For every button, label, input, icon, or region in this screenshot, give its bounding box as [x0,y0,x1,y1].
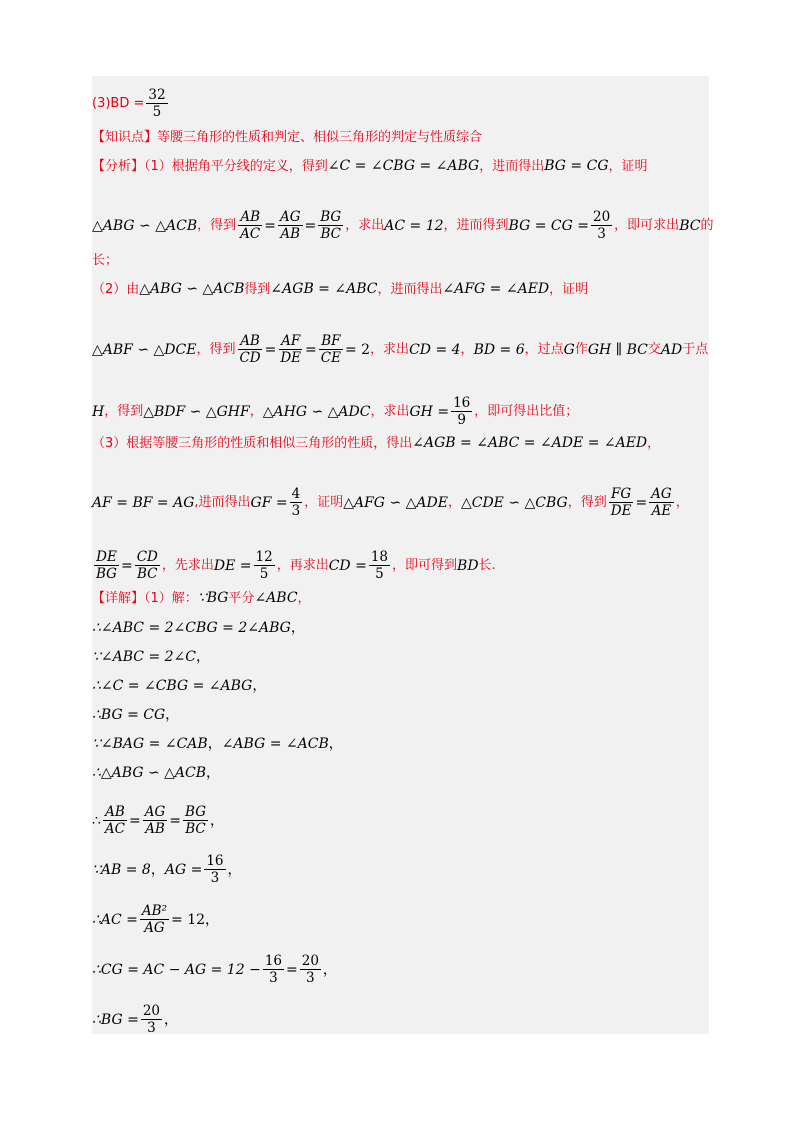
text-segment: ，即可得出比值； [474,404,579,420]
math-expression: = [264,341,277,358]
math-expression: DE = [213,557,252,574]
text-line [92,904,219,935]
fraction-denominator: 5 [152,104,162,121]
math-expression: = [169,812,182,829]
math-expression: ∠ABG = ∠ACB [221,736,329,752]
text-segment: ， [206,765,221,781]
text-segment: ， [210,812,224,829]
text-segment: 得到 [244,281,271,297]
math-expression: = [129,812,141,829]
text-line [92,591,311,605]
math-expression: GF = [250,494,288,511]
fraction-numerator: 20 [142,1003,161,1019]
text-line [92,88,170,119]
text-line [92,854,242,885]
text-line [92,254,118,267]
fraction-numerator: AG [144,804,166,820]
math-expression: △BDF ∽ △GHF [143,403,250,420]
fraction-denominator: 3 [291,503,301,520]
fraction [278,334,303,365]
math-expression: ∠C = ∠CBG = ∠ABG [327,158,480,174]
math-expression: ∵∠BAG = ∠CAB [92,736,208,752]
text-segment: ，进而得出 [479,158,545,174]
fraction-numerator: BF [321,333,341,349]
fraction-denominator: AC [104,821,126,838]
fraction-numerator: BG [320,209,342,225]
text-segment: 平分 [228,590,255,606]
fraction-numerator: 32 [148,87,166,103]
fraction-numerator: AB [240,209,261,225]
fraction-denominator: DE [280,350,302,367]
fraction-denominator: AB [145,821,165,838]
text-segment: ，得到 [196,342,236,358]
text-segment: ， [150,861,165,878]
text-segment: ， [328,736,343,752]
fraction [451,396,472,427]
text-segment: ，证明 [304,495,344,511]
text-segment: ， [297,590,311,606]
text-segment: 【分析】（1）根据角平分线的定义，得到 [92,158,328,174]
fraction [263,954,284,985]
fraction-numerator: AG [279,209,301,225]
fraction-denominator: 3 [147,1020,156,1037]
text-segment: 交 [647,342,661,358]
fraction-numerator: 4 [291,486,301,502]
text-segment: ， [252,678,267,694]
fraction-numerator: 16 [206,853,224,869]
math-expression: = 2 [344,341,371,358]
fraction [300,954,321,985]
math-expression: ∵∠ABC = 2∠C [92,649,196,665]
fraction-denominator: AB [280,226,301,243]
fraction-denominator: DE [610,503,632,520]
text-segment: ， [290,620,305,636]
math-expression: CD = 4 [409,341,461,358]
text-segment: ， [227,861,242,878]
text-segment: ，证明 [608,158,648,174]
text-segment: ，求出 [345,218,385,234]
text-segment: ， [205,911,220,928]
math-expression: AD [660,341,683,358]
text-segment: ， [675,495,689,511]
text-segment: ， [196,649,210,665]
math-expression: AG = [164,861,203,878]
fraction [103,805,127,836]
math-expression: ∴BG = CG [92,707,166,723]
fraction-numerator: 12 [255,549,273,565]
text-line [92,650,210,664]
math-expression: △CDE ∽ △CBG [460,494,568,511]
math-expression: ∴∠ABC = 2∠CBG = 2∠ABG [92,620,291,636]
fraction [204,854,225,885]
fraction [183,805,208,836]
text-segment: ，得到 [197,218,237,234]
text-segment: 作 [574,342,588,358]
text-segment: ， [207,736,222,752]
fraction-numerator: 18 [370,549,389,565]
fraction-denominator: 3 [306,970,315,987]
math-expression: = 12 [171,911,206,928]
text-segment: ，得到 [104,404,144,420]
text-segment: ，先求出 [161,558,214,574]
fraction-numerator: AF [281,333,301,349]
fraction-denominator: AE [651,503,672,520]
fraction-numerator: 20 [592,209,611,225]
fraction-numerator: AB² [141,903,168,919]
math-expression: ∴AC = [92,911,138,928]
math-expression: H [92,403,105,420]
text-segment: ，即可求出 [614,218,680,234]
math-expression: AC = 12 [384,217,444,234]
fraction-numerator: CD [136,549,158,565]
fraction-numerator: DE [96,549,117,565]
fraction-denominator: CD [239,350,261,367]
text-segment: （2）由 [92,281,140,297]
text-line [92,487,689,518]
text-segment: 【详解】（1）解： [92,590,198,606]
text-segment: ，即可得到 [392,558,458,574]
math-expression: ∴∠C = ∠CBG = ∠ABG [92,678,253,694]
fraction [369,550,390,581]
text-segment: ，求出 [370,342,410,358]
fraction-denominator: BG [96,566,117,583]
text-line [92,131,482,144]
fraction-numerator: 16 [264,953,282,969]
math-expression: = [305,341,317,358]
math-expression: ∴BG = [92,1011,139,1028]
fraction-numerator: AB [105,804,125,820]
fraction [140,904,169,935]
fraction [141,1004,162,1035]
fraction-numerator: AG [651,486,672,502]
math-expression: △ABG ∽ △ACB [92,217,198,234]
fraction [290,487,303,518]
math-expression: ∠AFG = ∠AED [442,281,550,297]
fraction-denominator: AG [144,920,165,937]
text-line [92,708,179,722]
math-expression: GH ∥ BC [587,341,648,358]
math-expression: = [120,557,133,574]
fraction-denominator: AC [240,226,261,243]
math-expression: ∠AGB = ∠ABC [270,281,378,297]
fraction [237,334,262,365]
math-expression: CD = [328,557,367,574]
math-expression: BD = 6 [473,341,525,358]
math-expression: ∴△ABG ∽ △ACB [92,765,207,781]
math-expression: GH = [409,403,450,420]
fraction [609,487,634,518]
math-expression: BC [679,217,701,234]
text-segment: ， [647,435,661,451]
text-segment: 的 [700,218,714,234]
math-expression: ∠ABC [254,590,298,606]
math-expression: △AFG ∽ △ADE [343,494,448,511]
text-line [92,550,496,581]
fraction-numerator: FG [611,486,632,502]
math-expression: ∵AB = 8 [92,861,151,878]
math-expression: ∵BG [197,590,229,606]
fraction-denominator: BC [137,566,158,583]
text-segment: ，证明 [549,281,589,297]
text-segment: （3）根据等腰三角形的性质和相似三角形的性质，得出 [92,435,413,451]
text-segment: ， [165,707,180,723]
text-segment: ， [460,342,474,358]
math-expression: BG = CG [544,158,609,174]
text-line [92,436,660,450]
text-line [92,621,305,635]
fraction-denominator: CE [320,350,341,367]
text-line [92,334,708,365]
text-segment: ，得到 [567,495,607,511]
text-segment: ， [249,404,263,420]
math-expression: BD [457,557,479,574]
fraction [94,550,119,581]
fraction-numerator: AB [240,333,260,349]
fraction-denominator: 3 [210,870,220,887]
text-segment: 长； [92,253,119,268]
math-expression: G [563,341,575,358]
fraction-denominator: 5 [259,566,269,583]
text-line [92,1004,178,1035]
fraction [318,210,343,241]
text-segment: ， [164,1011,179,1028]
math-expression: ∠AGB = ∠ABC = ∠ADE = ∠AED [412,435,648,451]
math-expression: ∴CG = AC − AG = 12 − [92,961,261,978]
fraction [238,210,262,241]
math-expression: △ABG ∽ △ACB [139,281,245,297]
fraction-denominator: 5 [375,566,384,583]
text-line [92,159,648,173]
fraction [135,550,160,581]
fraction [278,210,303,241]
text-line [92,954,337,985]
math-expression: △ABF ∽ △DCE [92,341,197,358]
fraction [591,210,612,241]
text-segment: ，再求出 [276,558,329,574]
fraction-denominator: 3 [597,226,606,243]
fraction-denominator: 3 [269,970,278,987]
text-line [92,766,220,780]
math-expression: △AHG ∽ △ADC [262,403,371,420]
fraction [254,550,275,581]
text-segment: ，过点 [524,342,564,358]
fraction-denominator: 9 [457,412,466,429]
text-line [92,282,588,296]
text-segment: 【知识点】等腰三角形的性质和判定、相似三角形的判定与性质综合 [92,130,483,145]
text-segment: ，求出 [370,404,410,420]
math-expression: BG = CG = [508,217,589,234]
math-expression: (3)BD = [92,96,145,112]
text-segment: ， [322,961,337,978]
math-expression: = [286,961,298,978]
fraction [649,487,674,518]
text-line [92,210,713,241]
fraction [319,334,343,365]
math-expression: = [264,217,276,234]
text-line [92,805,224,836]
text-line [92,679,266,693]
text-segment: ，进而得到 [443,218,509,234]
text-segment: 于点 [682,342,709,358]
fraction-denominator: BC [185,821,206,838]
math-expression: = [635,494,648,511]
text-segment: ， [447,495,461,511]
text-line [92,396,578,427]
fraction-numerator: BG [185,804,206,820]
text-segment: ，进而得出 [377,281,443,297]
fraction [143,805,168,836]
fraction-denominator: BC [320,226,341,243]
math-expression: = [304,217,317,234]
fraction-numerator: 20 [301,953,319,969]
math-expression: AF = BF = AG [92,494,195,511]
math-expression: ∴ [92,812,101,829]
text-segment: ,进而得出 [194,495,251,511]
text-line [92,737,343,751]
fraction-numerator: 16 [453,395,471,411]
text-segment: 长. [478,558,496,574]
fraction [146,88,167,119]
